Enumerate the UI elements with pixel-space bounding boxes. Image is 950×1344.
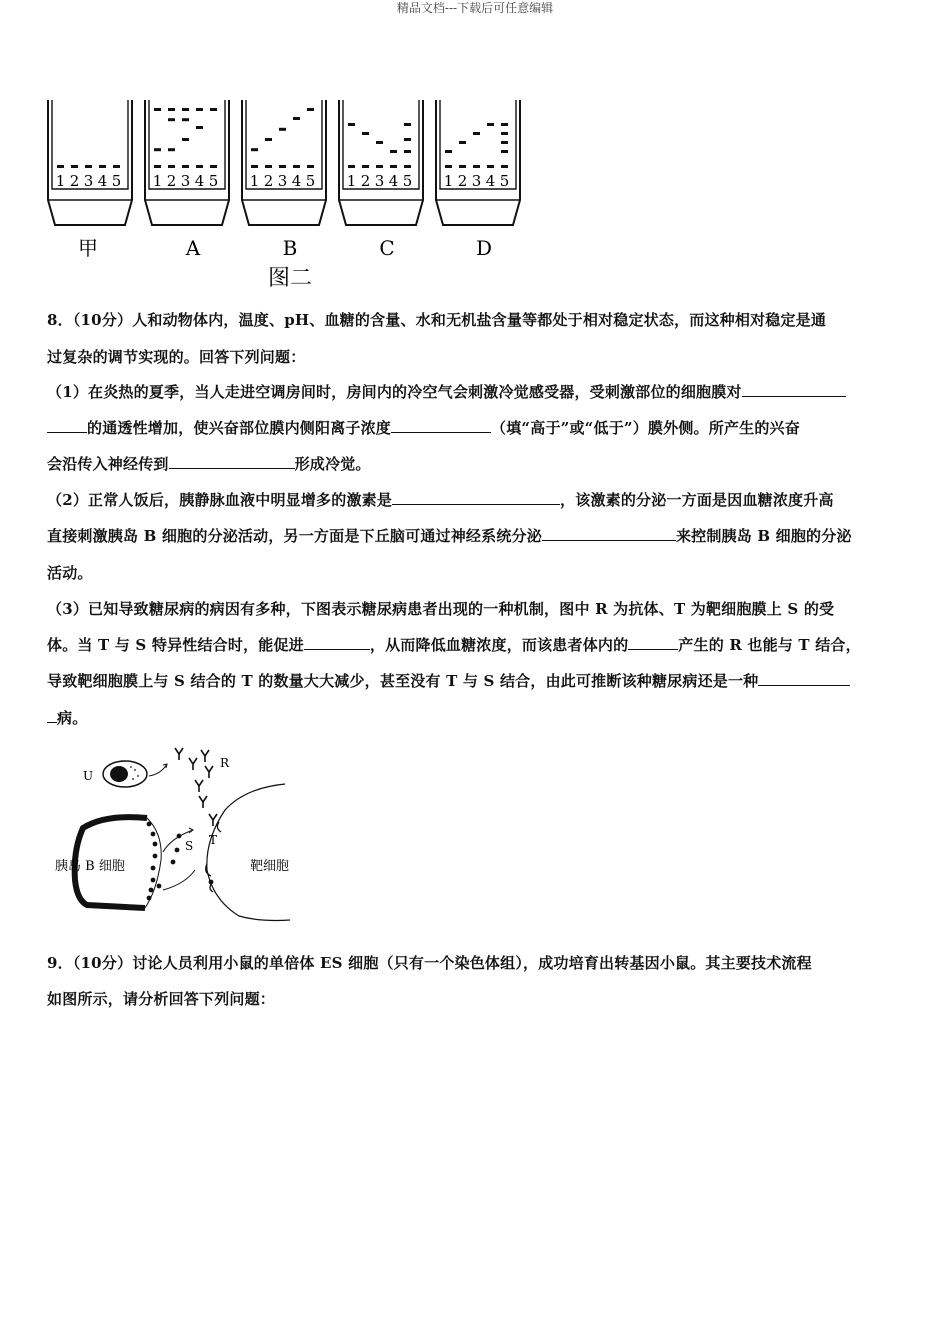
lane-number: 1 [443, 172, 454, 190]
figure-2-caption: 图二 [267, 266, 313, 291]
gel-well [459, 165, 466, 168]
q8-part2-line3: 活动。 [47, 564, 93, 582]
q8-part2-text: 来控制胰岛 B 细胞的分泌 [675, 527, 852, 545]
gel-well [182, 165, 189, 168]
answer-blank[interactable] [391, 416, 491, 433]
lane-number: 2 [360, 172, 371, 190]
gel-band [182, 118, 189, 121]
q8-part3-text: ，从而降低血糖浓度，而该患者体内的 [369, 636, 629, 654]
q8-part1-line2 [47, 410, 907, 447]
lane-number: 3 [83, 172, 94, 190]
gel-tank [242, 100, 326, 260]
gel-band [210, 108, 217, 111]
gel-band [196, 126, 203, 129]
page-header: 精品文档---下载后可任意编辑 [396, 1, 554, 15]
q8-part3-text: 体。当 T 与 S 特异性结合时，能促进 [47, 636, 304, 654]
gel-well [251, 165, 258, 168]
q8-part2-text: ，该激素的分泌一方面是因血糖浓度升高 [560, 491, 834, 509]
answer-blank[interactable] [47, 706, 57, 723]
label-u: U [83, 769, 94, 783]
q8-part2-text: （2）正常人饭后，胰静脉血液中明显增多的激素是 [47, 491, 393, 509]
gel-band [168, 118, 175, 121]
gel-band [501, 132, 508, 135]
lane-number: 3 [374, 172, 385, 190]
gel-well [113, 165, 120, 168]
gel-band [501, 123, 508, 126]
lane-number: 2 [69, 172, 80, 190]
label-s: S [185, 839, 194, 853]
gel-band [182, 108, 189, 111]
gel-band [390, 150, 397, 153]
q8-part1-text: 会沿传入神经传到 [47, 455, 169, 473]
gel-tank [436, 100, 520, 260]
plasma-cell-dots [130, 766, 139, 780]
tank-label: D [475, 236, 493, 260]
arrow-u-to-r [149, 764, 167, 776]
gel-band [459, 141, 466, 144]
gel-band [251, 148, 258, 151]
gel-band [376, 141, 383, 144]
lane-number: 4 [194, 172, 205, 190]
gel-well [348, 165, 355, 168]
gel-band [501, 141, 508, 144]
q8-part1-text: 的通透性增加，使兴奋部位膜内侧阳离子浓度 [87, 419, 392, 437]
q8-part2-line1 [47, 482, 907, 519]
gel-band [265, 138, 272, 141]
gel-band [487, 123, 494, 126]
gel-band [404, 123, 411, 126]
gel-well [168, 165, 175, 168]
lane-number: 5 [305, 172, 316, 190]
q8-part3-text: 导致靶细胞膜上与 S 结合的 T 的数量大大减少，甚至没有 T 与 S 结合，由此可推断该种糖尿病还是一种 [47, 672, 759, 690]
q8-part3-line2 [47, 627, 907, 664]
gel-well [445, 165, 452, 168]
q8-part3-line3 [47, 663, 907, 700]
gel-band [348, 123, 355, 126]
lane-number: 1 [346, 172, 357, 190]
gel-well [404, 165, 411, 168]
gel-well [307, 165, 314, 168]
gel-band [154, 108, 161, 111]
lane-number: 4 [485, 172, 496, 190]
q8-part1-line1 [47, 374, 907, 411]
gel-well [362, 165, 369, 168]
gel-well [390, 165, 397, 168]
lane-number: 3 [180, 172, 191, 190]
lane-number: 5 [499, 172, 510, 190]
q8-part1-line3 [47, 446, 907, 483]
q8-part3-text: 产生的 R 也能与 T 结合， [678, 636, 861, 654]
lane-number: 3 [277, 172, 288, 190]
q9-line2: 如图所示，请分析回答下列问题： [47, 990, 276, 1008]
lane-number: 5 [111, 172, 122, 190]
gel-well [473, 165, 480, 168]
tank-label: 甲 [78, 236, 98, 260]
q8-part2-line2 [47, 518, 907, 555]
answer-blank[interactable] [47, 416, 87, 433]
lane-number: 2 [457, 172, 468, 190]
gel-well [196, 165, 203, 168]
label-t: T [209, 833, 218, 847]
gel-well [210, 165, 217, 168]
gel-band [154, 148, 161, 151]
lane-number: 1 [152, 172, 163, 190]
answer-blank[interactable] [742, 380, 846, 397]
q9-line1: 9．（10分）讨论人员利用小鼠的单倍体 ES 细胞（只有一个染色体组），成功培育出转基因小鼠。其主要技术流程 [47, 954, 812, 972]
lane-number: 2 [166, 172, 177, 190]
gel-well [99, 165, 106, 168]
tank-label: B [282, 236, 298, 260]
q8-intro-line2: 过复杂的调节实现的。回答下列问题： [47, 348, 306, 366]
plasma-cell-nucleus [110, 766, 128, 782]
secretory-granules [147, 822, 182, 901]
answer-blank[interactable] [304, 633, 370, 650]
answer-blank[interactable] [392, 488, 560, 505]
gel-well [71, 165, 78, 168]
gel-tank [48, 100, 132, 260]
lane-number: 5 [402, 172, 413, 190]
gel-tank [339, 100, 423, 260]
q8-part3-line4 [47, 700, 907, 737]
q8-part1-text: （1）在炎热的夏季，当人走进空调房间时，房间内的冷空气会刺激冷觉感受器，受刺激部位的细胞膜对 [47, 383, 742, 401]
lane-number: 1 [55, 172, 66, 190]
target-cell-membrane [207, 784, 290, 921]
answer-blank[interactable] [169, 452, 295, 469]
q8-part1-text: （填“高于”或“低于”）膜外侧。所产生的兴奋 [491, 419, 800, 437]
lane-number: 4 [97, 172, 108, 190]
answer-blank[interactable] [542, 524, 676, 541]
gel-band [279, 128, 286, 131]
gel-band [307, 108, 314, 111]
figure-2-diagram [40, 95, 540, 295]
lane-number: 4 [388, 172, 399, 190]
figure-3-diagram [45, 740, 305, 930]
answer-blank[interactable] [628, 633, 678, 650]
lane-number: 5 [208, 172, 219, 190]
insulin-bound [209, 880, 214, 885]
gel-band [445, 150, 452, 153]
gel-tank [145, 100, 229, 260]
arrow-to-s-lower [163, 870, 195, 890]
gel-well [265, 165, 272, 168]
q8-part3-line1: （3）已知导致糖尿病的病因有多种，下图表示糖尿病患者出现的一种机制，图中 R 为抗体、T 为靶细胞膜上 S 的受 [47, 600, 835, 618]
islet-b-cell-secretory-edge [145, 818, 161, 908]
gel-band [362, 132, 369, 135]
gel-well [279, 165, 286, 168]
answer-blank[interactable] [758, 669, 850, 686]
gel-well [501, 165, 508, 168]
q8-part2-text: 直接刺激胰岛 B 细胞的分泌活动，另一方面是下丘脑可通过神经系统分泌 [47, 527, 542, 545]
gel-band [404, 138, 411, 141]
gel-band [501, 150, 508, 153]
gel-band [404, 150, 411, 153]
q8-part1-text: 形成冷觉。 [294, 455, 371, 473]
gel-band [168, 108, 175, 111]
gel-well [154, 165, 161, 168]
lane-number: 1 [249, 172, 260, 190]
label-target-cell: 靶细胞 [250, 859, 290, 874]
gel-well [487, 165, 494, 168]
gel-band [473, 132, 480, 135]
gel-band [168, 148, 175, 151]
label-islet-b-cell: 胰岛 B 细胞 [55, 859, 125, 874]
gel-well [376, 165, 383, 168]
tank-label: C [379, 236, 395, 260]
q8-part3-text: 病。 [57, 709, 88, 727]
tank-label: A [185, 236, 201, 260]
gel-band [196, 108, 203, 111]
gel-band [182, 138, 189, 141]
gel-well [57, 165, 64, 168]
label-r: R [220, 756, 230, 770]
lane-number: 2 [263, 172, 274, 190]
gel-well [85, 165, 92, 168]
gel-band [293, 117, 300, 120]
gel-well [293, 165, 300, 168]
q8-intro-line1: 8．（10分）人和动物体内，温度、pH、血糖的含量、水和无机盐含量等都处于相对稳定状态，而这种相对稳定是通 [47, 311, 827, 329]
lane-number: 4 [291, 172, 302, 190]
lane-number: 3 [471, 172, 482, 190]
antibody-r-group [175, 748, 217, 826]
